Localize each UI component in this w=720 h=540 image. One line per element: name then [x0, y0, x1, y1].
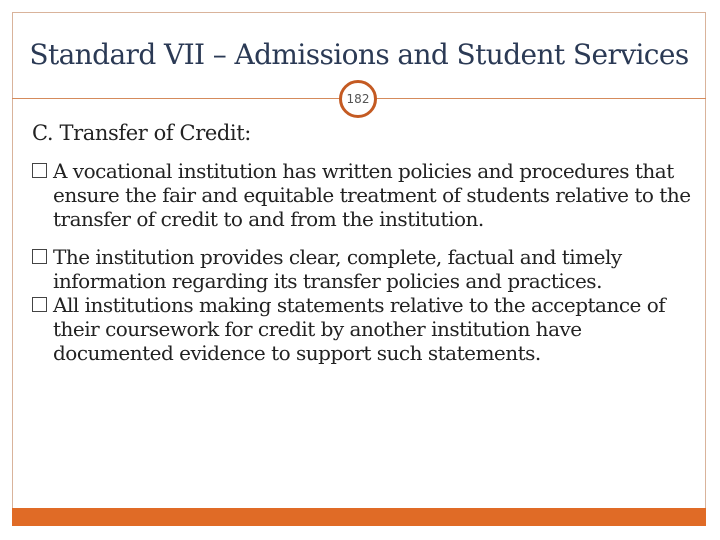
bullet-list [32, 159, 692, 365]
page-number-badge [339, 80, 377, 118]
square-bullet-icon [32, 297, 47, 312]
square-bullet-icon [32, 249, 47, 264]
list-item [32, 159, 692, 231]
slide-title: Standard VII – Admissions and Student Services [29, 38, 689, 71]
square-bullet-icon [32, 163, 47, 178]
list-item [32, 245, 692, 293]
page-number: 182 [346, 92, 370, 106]
section-heading: C. Transfer of Credit: [32, 121, 251, 145]
bullet-text: A vocational institution has written policies and procedures that ensure the fair and equitable treatment of students relative to the transfer of credit to and from the institution. [53, 159, 691, 231]
bullet-text: All institutions making statements relative to the acceptance of their coursework for credit by another institution have documented evidence to support such statements. [53, 293, 666, 365]
footer-accent-bar [12, 508, 706, 526]
bullet-text: The institution provides clear, complete, factual and timely information regarding its transfer policies and practices. [53, 245, 622, 293]
list-item [32, 293, 692, 365]
